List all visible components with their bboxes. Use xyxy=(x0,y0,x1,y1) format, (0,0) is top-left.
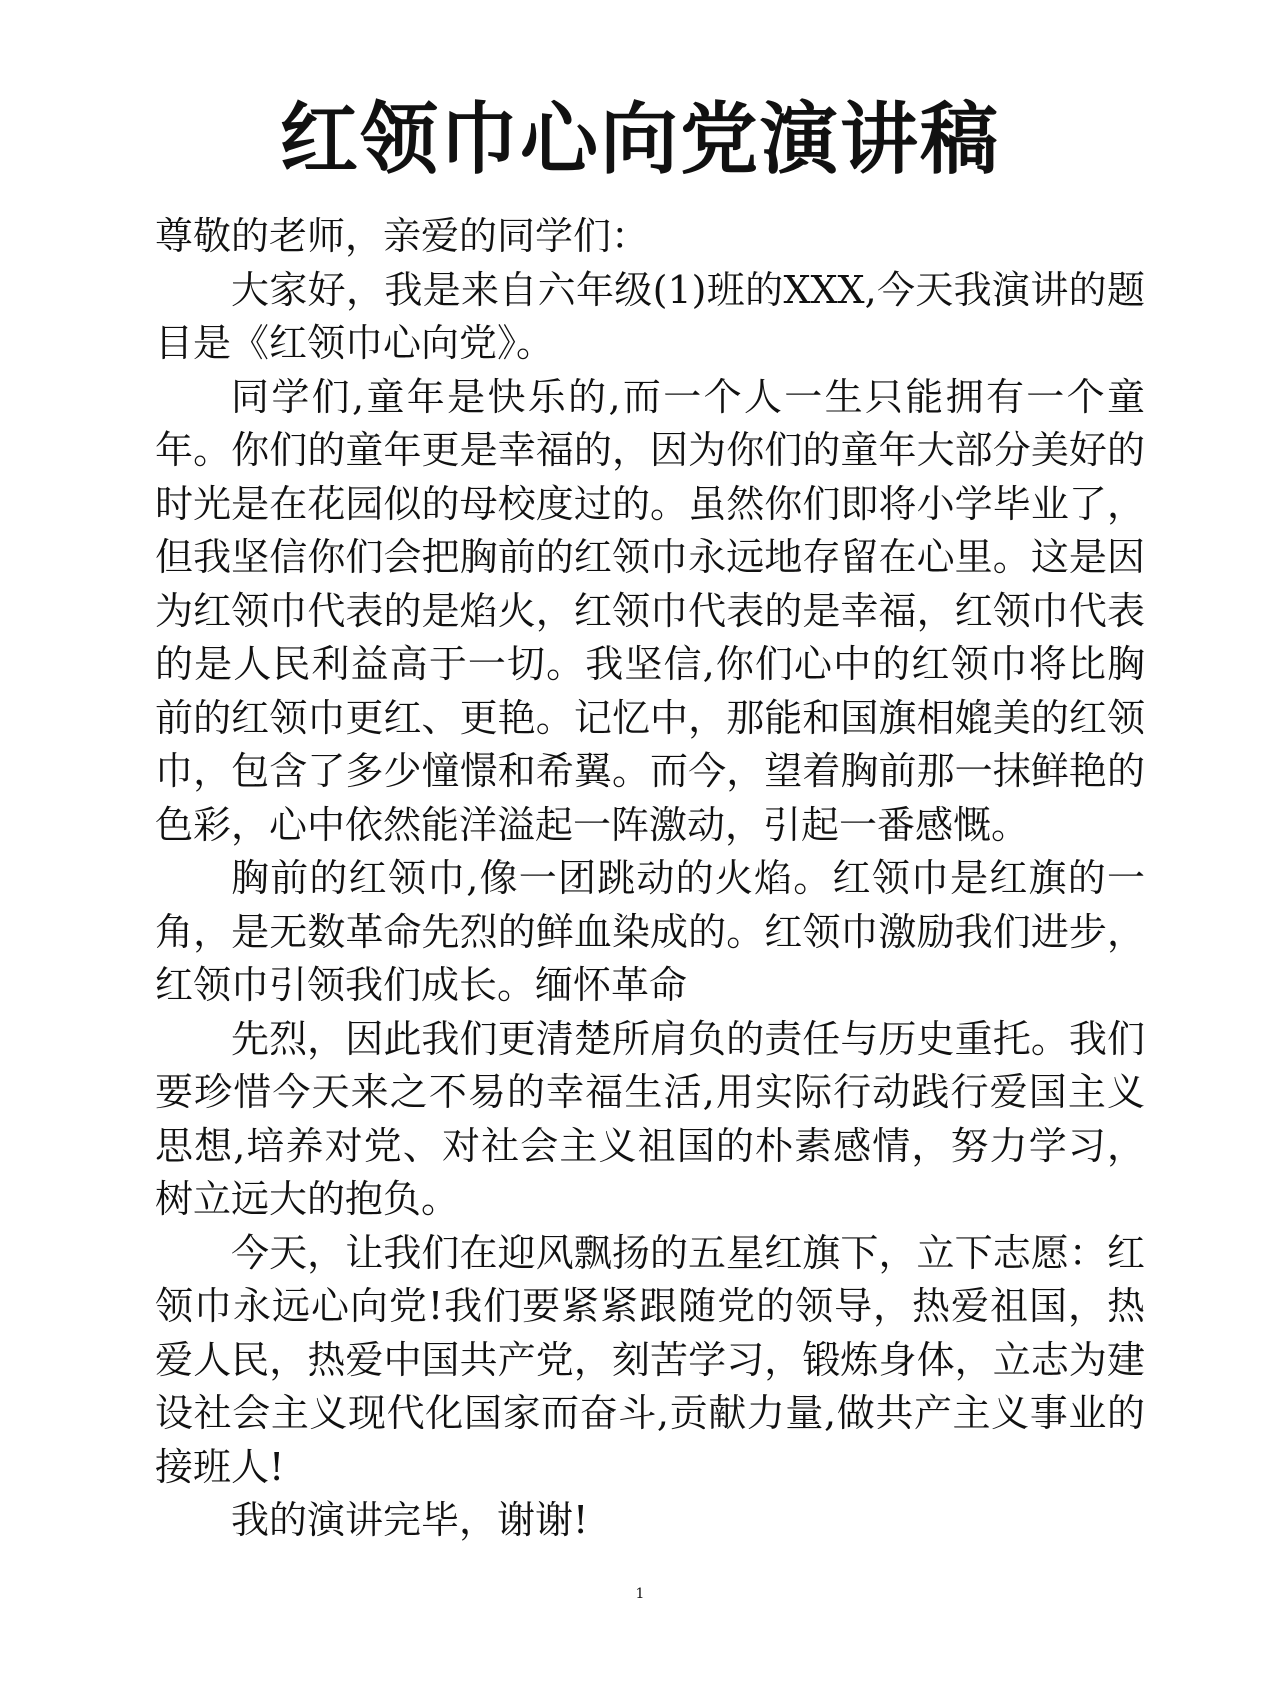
intro-paragraph: 大家好，我是来自六年级(1)班的XXX,今天我演讲的题目是《红领巾心向党》。 xyxy=(155,267,1145,365)
childhood-paragraph: 同学们,童年是快乐的,而一个人一生只能拥有一个童年。你们的童年更是幸福的，因为你们的童年大部分美好的时光是在花园似的母校度过的。虽然你们即将小学毕业了，但我坚信你们会把胸前的红领巾永远地存留在心里。这是因为红领巾代表的是焰火，红领巾代表的是幸福，红领巾代表的是人民利益高于一切。我坚信,你们心中的红领巾将比胸前的红领巾更红、更艳。记忆中，那能和国旗相媲美的红领巾，包含了多少憧憬和希翼。而今，望着胸前那一抹鲜艳的色彩，心中依然能洋溢起一阵激动，引起一番感慨。 xyxy=(155,374,1145,847)
responsibility-paragraph: 先烈，因此我们更清楚所肩负的责任与历史重托。我们要珍惜今天来之不易的幸福生活,用实际行动践行爱国主义思想,培养对党、对社会主义祖国的朴素感情，努力学习，树立远大的抱负。 xyxy=(155,1016,1145,1221)
page-number: 1 xyxy=(635,1586,645,1602)
document-body xyxy=(155,210,1145,1548)
pledge-paragraph: 今天，让我们在迎风飘扬的五星红旗下，立下志愿：红领巾永远心向党!我们要紧紧跟随党的领导，热爱祖国，热爱人民，热爱中国共产党，刻苦学习，锻炼身体，立志为建设社会主义现代化国家而奋斗,贡献力量,做共产主义事业的接班人! xyxy=(155,1230,1145,1489)
red-scarf-paragraph: 胸前的红领巾,像一团跳动的火焰。红领巾是红旗的一角，是无数革命先烈的鲜血染成的。红领巾激励我们进步，红领巾引领我们成长。缅怀革命 xyxy=(155,856,1145,1007)
closing-paragraph: 我的演讲完毕，谢谢! xyxy=(231,1498,589,1542)
salutation-paragraph: 尊敬的老师，亲爱的同学们： xyxy=(155,214,650,258)
document-title: 红领巾心向党演讲稿 xyxy=(279,94,1000,185)
